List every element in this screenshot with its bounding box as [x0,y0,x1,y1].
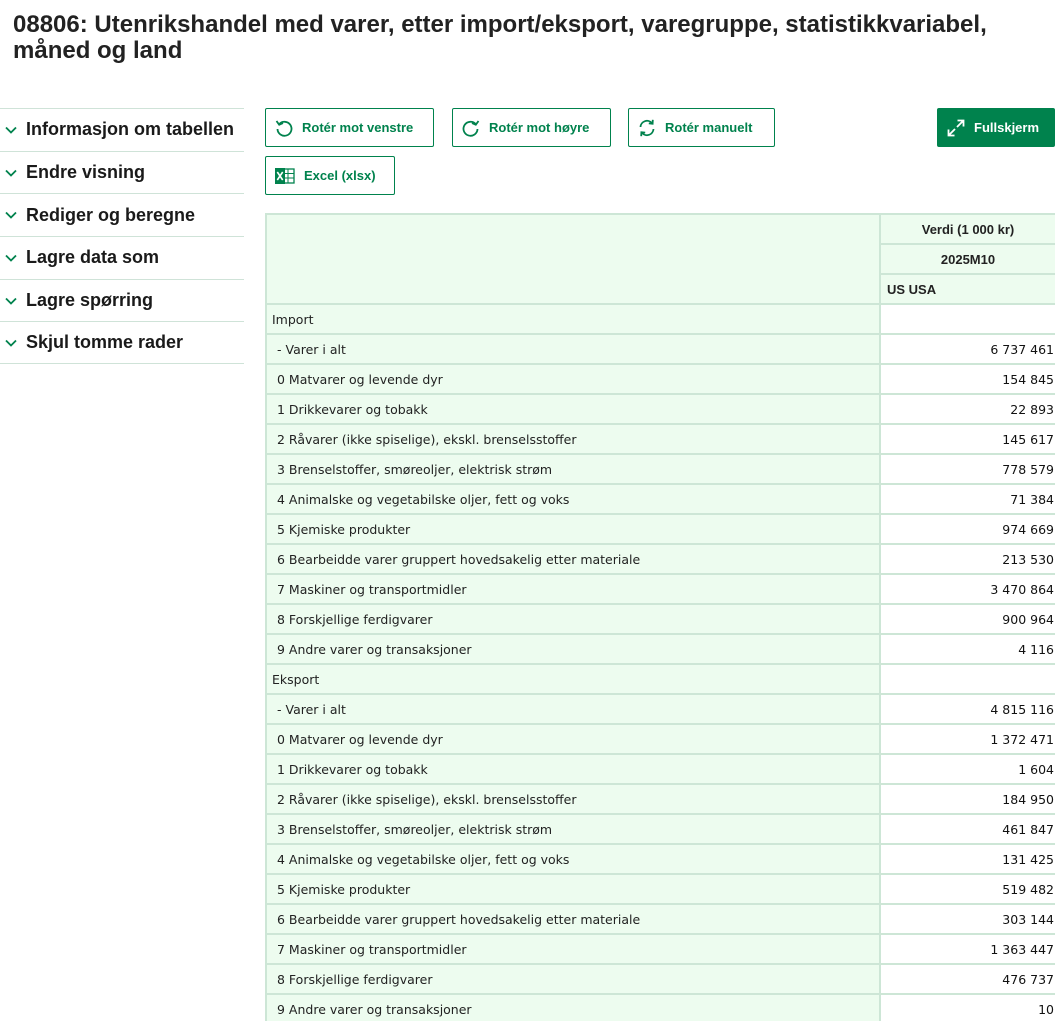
chevron-down-icon [4,208,26,222]
chevron-down-icon [4,336,26,350]
value-cell: 71 384 [880,484,1055,514]
table-row [266,874,1055,904]
chevron-down-icon [4,123,26,137]
row-label: 5 Kjemiske produkter [266,514,880,544]
row-label: 6 Bearbeidde varer gruppert hovedsakelig etter materiale [266,544,880,574]
value-cell: 974 669 [880,514,1055,544]
value-cell: 184 950 [880,784,1055,814]
table-row [266,694,1055,724]
fullscreen-label: Fullskjerm [974,120,1040,135]
row-label: 4 Animalske og vegetabilske oljer, fett og voks [266,844,880,874]
row-label: - Varer i alt [266,334,880,364]
chevron-down-icon [4,294,26,308]
row-group-label: Eksport [266,664,880,694]
row-label: 8 Forskjellige ferdigvarer [266,964,880,994]
table-row [266,514,1055,544]
excel-download-button[interactable] [265,156,395,195]
value-cell: 519 482 [880,874,1055,904]
sidebar [0,108,244,364]
value-cell: 154 845 [880,364,1055,394]
value-cell: 3 470 864 [880,574,1055,604]
value-cell: 303 144 [880,904,1055,934]
value-cell: 22 893 [880,394,1055,424]
value-cell: 461 847 [880,814,1055,844]
empty-value-cell [880,304,1055,334]
value-cell: 10 [880,994,1055,1021]
sidebar-item-change-view[interactable] [0,151,244,194]
value-cell: 6 737 461 [880,334,1055,364]
table-group-row [266,664,1055,694]
row-label: 2 Råvarer (ikke spiselige), ekskl. brenselsstoffer [266,784,880,814]
value-cell: 900 964 [880,604,1055,634]
chevron-down-icon [4,251,26,265]
table-group-row [266,304,1055,334]
table-row [266,364,1055,394]
table-row [266,394,1055,424]
rotate-manual-button[interactable] [628,108,775,147]
rotate-manual-icon [637,118,657,138]
table-body [266,304,1055,1021]
excel-icon [274,166,296,186]
table-row [266,994,1055,1021]
table-row [266,604,1055,634]
value-cell: 4 116 [880,634,1055,664]
page-title: 08806: Utenrikshandel med varer, etter import/eksport, varegruppe, statistikkvariabel, måned og land [13,11,987,64]
sidebar-item-save-data[interactable] [0,236,244,279]
table-row [266,784,1055,814]
row-label: 0 Matvarer og levende dyr [266,364,880,394]
rotate-left-icon [274,118,294,138]
row-group-label: Import [266,304,880,334]
value-cell: 213 530 [880,544,1055,574]
sidebar-item-label: Rediger og beregne [26,204,196,225]
row-label: 9 Andre varer og transaksjoner [266,634,880,664]
table-row [266,334,1055,364]
value-cell: 476 737 [880,964,1055,994]
table-corner-cell [266,214,880,304]
row-label: 9 Andre varer og transaksjoner [266,994,880,1021]
value-cell: 1 604 [880,754,1055,784]
sidebar-item-table-info[interactable] [0,108,244,151]
sidebar-item-label: Endre visning [26,162,146,183]
row-label: 6 Bearbeidde varer gruppert hovedsakelig etter materiale [266,904,880,934]
table-row [266,454,1055,484]
row-label: 3 Brenselstoffer, smøreoljer, elektrisk strøm [266,814,880,844]
value-cell: 131 425 [880,844,1055,874]
chevron-down-icon [4,166,26,180]
column-header-variable: Verdi (1 000 kr) [880,214,1055,244]
table-row [266,904,1055,934]
data-table [265,213,1055,1021]
row-label: 0 Matvarer og levende dyr [266,724,880,754]
row-label: 7 Maskiner og transportmidler [266,574,880,604]
row-label: 4 Animalske og vegetabilske oljer, fett og voks [266,484,880,514]
sidebar-item-hide-empty-rows[interactable] [0,321,244,364]
row-label: 7 Maskiner og transportmidler [266,934,880,964]
value-cell: 778 579 [880,454,1055,484]
rotate-right-label: Rotér mot høyre [489,120,590,135]
row-label: 3 Brenselstoffer, smøreoljer, elektrisk strøm [266,454,880,484]
row-label: 2 Råvarer (ikke spiselige), ekskl. brenselsstoffer [266,424,880,454]
sidebar-item-label: Lagre spørring [26,290,154,311]
row-label: 8 Forskjellige ferdigvarer [266,604,880,634]
table-row [266,964,1055,994]
table-row [266,424,1055,454]
rotate-manual-label: Rotér manuelt [665,120,753,135]
table-row [266,574,1055,604]
table-row [266,844,1055,874]
table-row [266,934,1055,964]
rotate-left-label: Rotér mot venstre [302,120,414,135]
row-label: 5 Kjemiske produkter [266,874,880,904]
row-label: 1 Drikkevarer og tobakk [266,394,880,424]
row-label: 1 Drikkevarer og tobakk [266,754,880,784]
value-cell: 4 815 116 [880,694,1055,724]
rotate-right-button[interactable] [452,108,611,147]
table-row [266,814,1055,844]
row-label: - Varer i alt [266,694,880,724]
empty-value-cell [880,664,1055,694]
table-row [266,634,1055,664]
value-cell: 1 372 471 [880,724,1055,754]
sidebar-item-label: Lagre data som [26,247,160,268]
sidebar-item-edit-calculate[interactable] [0,193,244,236]
sidebar-item-label: Informasjon om tabellen [26,119,235,140]
expand-icon [946,118,966,138]
table-row [266,544,1055,574]
excel-label: Excel (xlsx) [304,168,376,183]
table-row [266,484,1055,514]
fullscreen-button[interactable] [937,108,1055,147]
table-row [266,754,1055,784]
column-header-country: US USA [880,274,1055,304]
value-cell: 1 363 447 [880,934,1055,964]
value-cell: 145 617 [880,424,1055,454]
rotate-right-icon [461,118,481,138]
column-header-month: 2025M10 [880,244,1055,274]
table-row [266,724,1055,754]
sidebar-item-label: Skjul tomme rader [26,332,184,353]
sidebar-item-save-query[interactable] [0,279,244,322]
rotate-left-button[interactable] [265,108,434,147]
data-table-container [265,213,1055,1021]
